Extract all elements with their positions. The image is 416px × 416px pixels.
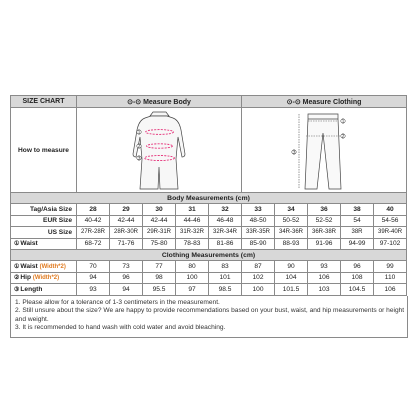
marker-3-icon: ③	[14, 286, 20, 293]
clothing-waist-cell: 93	[308, 261, 341, 273]
eur-size-cell: 46-48	[209, 215, 242, 227]
body-waist-cell: 94-99	[341, 238, 374, 250]
clothing-waist-cell: 90	[275, 261, 308, 273]
clothing-length-cell: 98.5	[209, 284, 242, 296]
eur-size-cell: 42-44	[110, 215, 143, 227]
clothing-hip-cell: 101	[209, 272, 242, 284]
clothing-length-cell: 101.5	[275, 284, 308, 296]
tag-size-cell: 36	[308, 204, 341, 216]
us-size-cell: 34R-36R	[275, 227, 308, 239]
eur-size-row	[11, 215, 407, 227]
measure-clothing-heading: ⊙-⊙ Measure Clothing	[242, 96, 407, 108]
clothing-length-cell: 106	[374, 284, 407, 296]
clothing-hip-cell: 94	[77, 272, 110, 284]
body-figure-cell	[77, 108, 242, 193]
clothing-length-label: ③Length	[11, 284, 77, 296]
us-size-cell: 38R	[341, 227, 374, 239]
note-line: and weight.	[15, 315, 49, 323]
size-chart	[10, 95, 406, 338]
body-waist-cell: 91-96	[308, 238, 341, 250]
clothing-marker-2: 2	[341, 133, 345, 140]
body-marker-2: 2	[137, 143, 141, 150]
clothing-waist-cell: 77	[143, 261, 176, 273]
clothing-measurements-header	[11, 250, 407, 261]
pants-figure	[242, 108, 407, 190]
body-waist-cell: 71-76	[110, 238, 143, 250]
clothing-hip-cell: 98	[143, 272, 176, 284]
clothing-waist-row	[11, 261, 407, 273]
us-size-label: US Size	[11, 227, 77, 239]
body-waist-cell: 85-90	[242, 238, 275, 250]
us-size-cell: 32R-34R	[209, 227, 242, 239]
marker-1-icon: ①	[14, 241, 20, 248]
eur-size-cell: 52-52	[308, 215, 341, 227]
clothing-waist-cell: 83	[209, 261, 242, 273]
clothing-waist-cell: 87	[242, 261, 275, 273]
chart-header-row	[11, 96, 407, 108]
clothing-hip-cell: 110	[374, 272, 407, 284]
eur-size-cell: 40-42	[77, 215, 110, 227]
tag-size-cell: 29	[110, 204, 143, 216]
tag-size-row	[11, 204, 407, 216]
note-line: 3. It is recommended to hand wash with cold water and avoid bleaching.	[15, 324, 226, 332]
clothing-hip-cell: 100	[176, 272, 209, 284]
tag-size-cell: 40	[374, 204, 407, 216]
body-waist-cell: 75-80	[143, 238, 176, 250]
clothing-waist-cell: 70	[77, 261, 110, 273]
body-waist-cell: 81-86	[209, 238, 242, 250]
body-marker-1: 1	[137, 129, 141, 136]
body-waist-cell: 68-72	[77, 238, 110, 250]
clothing-hip-cell: 102	[242, 272, 275, 284]
body-waist-row	[11, 238, 407, 250]
clothing-hip-cell: 106	[308, 272, 341, 284]
body-waist-cell: 97-102	[374, 238, 407, 250]
clothing-length-cell: 93	[77, 284, 110, 296]
clothing-waist-label: ①Waist (Width*2)	[11, 261, 77, 273]
clothing-length-cell: 95.5	[143, 284, 176, 296]
note-line: 2. Still unsure about the size? We are happy to provide recommendations based on your bust, waist, and hip measurements or height	[15, 307, 404, 315]
clothing-hip-cell: 96	[110, 272, 143, 284]
clothing-marker-1: 1	[341, 118, 345, 125]
eur-size-cell: 48-50	[242, 215, 275, 227]
clothing-length-cell: 103	[308, 284, 341, 296]
clothing-hip-row	[11, 272, 407, 284]
body-measurements-header	[11, 193, 407, 204]
tag-size-cell: 38	[341, 204, 374, 216]
tag-size-label: Tag/Asia Size	[11, 204, 77, 216]
us-size-row	[11, 227, 407, 239]
clothing-figure-cell	[242, 108, 407, 193]
clothing-length-cell: 94	[110, 284, 143, 296]
clothing-waist-cell: 96	[341, 261, 374, 273]
body-waist-cell: 78-83	[176, 238, 209, 250]
how-to-measure-row	[11, 108, 407, 193]
marker-2-icon: ②	[14, 275, 20, 282]
body-figure	[77, 108, 242, 190]
body-measurements-title: Body Measurements (cm)	[11, 193, 407, 204]
marker-1-icon: ①	[14, 263, 20, 270]
eur-size-cell: 44-46	[176, 215, 209, 227]
body-waist-label: ①Waist	[11, 238, 77, 250]
clothing-length-cell: 104.5	[341, 284, 374, 296]
body-marker-3: 3	[137, 155, 141, 162]
clothing-marker-3: 3	[292, 149, 296, 156]
note-line: 1. Please allow for a tolerance of 1-3 centimeters in the measurement.	[15, 298, 220, 306]
clothing-hip-label: ②Hip (Width*2)	[11, 272, 77, 284]
size-chart-title: SIZE CHART	[11, 96, 77, 108]
clothing-length-cell: 100	[242, 284, 275, 296]
body-waist-cell: 88-93	[275, 238, 308, 250]
how-to-measure-label: How to measure	[11, 108, 77, 193]
eur-size-label: EUR Size	[11, 215, 77, 227]
clothing-waist-cell: 80	[176, 261, 209, 273]
size-chart-table	[10, 95, 407, 296]
clothing-waist-cell: 73	[110, 261, 143, 273]
notes-box	[10, 296, 408, 338]
us-size-cell: 36R-38R	[308, 227, 341, 239]
clothing-waist-cell: 99	[374, 261, 407, 273]
us-size-cell: 28R-30R	[110, 227, 143, 239]
eur-size-cell: 50-52	[275, 215, 308, 227]
us-size-cell: 27R-28R	[77, 227, 110, 239]
tag-size-cell: 33	[242, 204, 275, 216]
clothing-hip-cell: 108	[341, 272, 374, 284]
tag-size-cell: 32	[209, 204, 242, 216]
clothing-length-row	[11, 284, 407, 296]
us-size-cell: 31R-32R	[176, 227, 209, 239]
clothing-hip-cell: 104	[275, 272, 308, 284]
eur-size-cell: 54-56	[374, 215, 407, 227]
clothing-measurements-title: Clothing Measurements (cm)	[11, 250, 407, 261]
tag-size-cell: 31	[176, 204, 209, 216]
us-size-cell: 29R-31R	[143, 227, 176, 239]
us-size-cell: 39R-40R	[374, 227, 407, 239]
measure-body-heading: ⊙-⊙ Measure Body	[77, 96, 242, 108]
clothing-length-cell: 97	[176, 284, 209, 296]
eur-size-cell: 42-44	[143, 215, 176, 227]
us-size-cell: 33R-35R	[242, 227, 275, 239]
tag-size-cell: 28	[77, 204, 110, 216]
eur-size-cell: 54	[341, 215, 374, 227]
tag-size-cell: 30	[143, 204, 176, 216]
tag-size-cell: 34	[275, 204, 308, 216]
